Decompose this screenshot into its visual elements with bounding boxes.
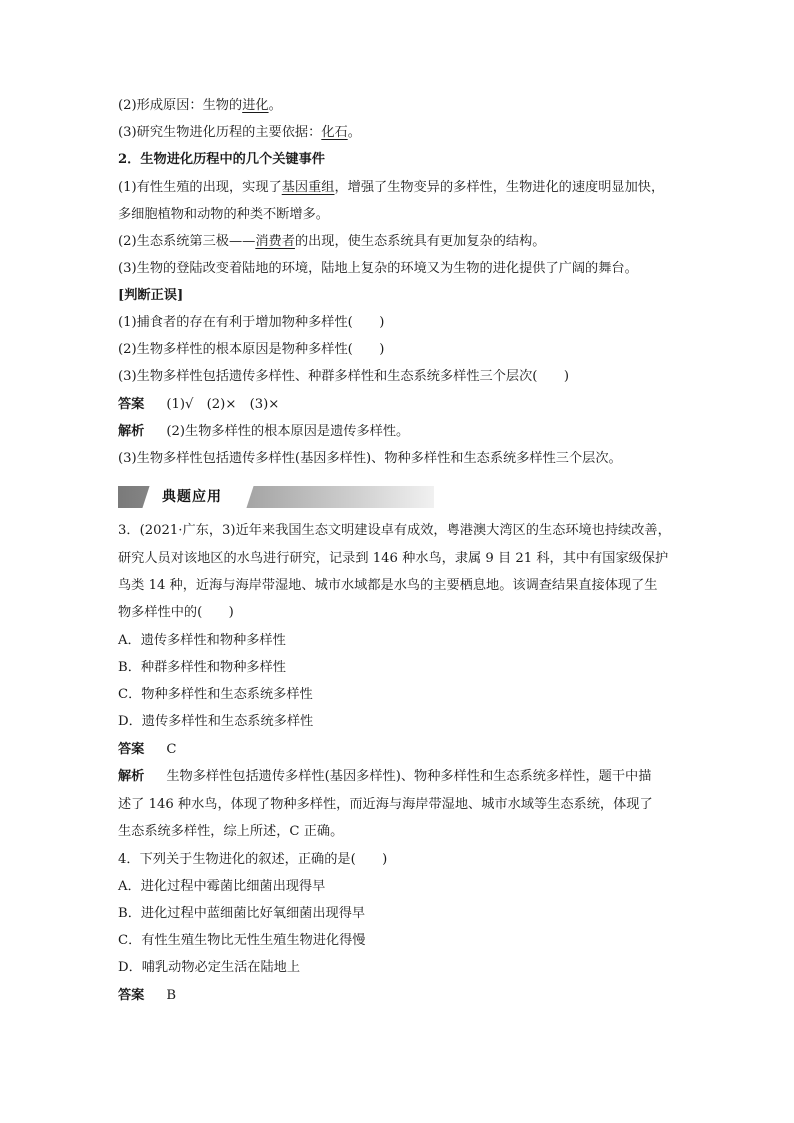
- text: 的出现，使生态系统具有更加复杂的结构。: [294, 234, 546, 249]
- option-a: A．进化过程中霉菌比细菌出现得早: [118, 879, 326, 894]
- option-c: C．有性生殖生物比无性生殖生物进化得慢: [118, 933, 366, 948]
- judge-question: (1)捕食者的存在有利于增加物种多样性( ): [118, 315, 385, 330]
- judge-answer: [118, 395, 279, 415]
- question-stem: 3．(2021·广东，3)近年来我国生态文明建设卓有成效，粤港澳大湾区的生态环境也持续改善，: [118, 523, 671, 538]
- answer-text: C: [166, 742, 177, 757]
- paragraph-line: (3)生物的登陆改变着陆地的环境，陆地上复杂的环境又为生物的进化提供了广阔的舞台。: [118, 261, 638, 276]
- analysis-label: 解析: [118, 769, 145, 784]
- evidence-line: [118, 123, 361, 143]
- paragraph-line: 多细胞植物和动物的种类不断增多。: [118, 207, 329, 222]
- question-analysis: [118, 767, 651, 787]
- question-answer: [118, 986, 176, 1006]
- answer-label: 答案: [118, 988, 145, 1003]
- formation-cause-line: [118, 96, 282, 116]
- paragraph-line: [118, 232, 546, 252]
- option-b: B．进化过程中蓝细菌比好氧细菌出现得早: [118, 906, 366, 921]
- fill-answer: 进化: [242, 98, 269, 113]
- text: (2)形成原因：生物的: [118, 98, 243, 113]
- option-b: B．种群多样性和物种多样性: [118, 660, 286, 675]
- answer-text: (1)√ (2)× (3)×: [166, 397, 280, 412]
- fill-answer: 化石: [321, 125, 348, 140]
- option-d: D．哺乳动物必定生活在陆地上: [118, 960, 301, 975]
- banner-title: 典题应用: [162, 489, 222, 505]
- analysis-text: (2)生物多样性的根本原因是遗传多样性。: [166, 424, 410, 439]
- section-heading: 2．生物进化历程中的几个关键事件: [118, 152, 325, 167]
- option-d: D．遗传多样性和生态系统多样性: [118, 714, 314, 729]
- text: ，增强了生物变异的多样性，生物进化的速度明显加快，: [334, 180, 665, 195]
- analysis-line: 述了 146 种水鸟，体现了物种多样性，而近海与海岸带湿地、城市水域等生态系统，体现了: [118, 797, 653, 812]
- answer-label: 答案: [118, 397, 145, 412]
- answer-text: B: [166, 988, 177, 1003]
- paragraph-line: [118, 178, 664, 198]
- fill-answer: 基因重组: [281, 180, 335, 195]
- text: (2)生态系统第三极——: [118, 234, 256, 249]
- judge-question: (2)生物多样性的根本原因是物种多样性( ): [118, 342, 385, 357]
- judge-analysis: [118, 422, 409, 442]
- answer-label: 答案: [118, 742, 145, 757]
- text: 。: [347, 125, 361, 140]
- text: (1)有性生殖的出现，实现了: [118, 180, 282, 195]
- judge-question: (3)生物多样性包括遗传多样性、种群多样性和生态系统多样性三个层次( ): [118, 369, 569, 384]
- option-c: C．物种多样性和生态系统多样性: [118, 687, 313, 702]
- question-stem: 鸟类 14 种，近海与海岸带湿地、城市水域都是水鸟的主要栖息地。该调查结果直接体现了生: [118, 578, 658, 593]
- analysis-label: 解析: [118, 424, 145, 439]
- question-answer: [118, 740, 176, 760]
- option-a: A．遗传多样性和物种多样性: [118, 633, 286, 648]
- text: 。: [268, 98, 282, 113]
- analysis-line: 生态系统多样性，综上所述，C 正确。: [118, 824, 344, 839]
- analysis-text: 生物多样性包括遗传多样性(基因多样性)、物种多样性和生态系统多样性，题干中描: [166, 769, 652, 784]
- text: (3)研究生物进化历程的主要依据：: [118, 125, 322, 140]
- judge-analysis-line: (3)生物多样性包括遗传多样性(基因多样性)、物种多样性和生态系统多样性三个层次。: [118, 451, 622, 466]
- fill-answer: 消费者: [255, 234, 295, 249]
- judge-title: [判断正误]: [118, 288, 184, 303]
- question-stem: 研究人员对该地区的水鸟进行研究，记录到 146 种水鸟，隶属 9 目 21 科，其中有国家级保护: [118, 551, 669, 566]
- section-banner: [118, 486, 434, 508]
- question-stem: 物多样性中的( ): [118, 605, 234, 620]
- question-stem: 4．下列关于生物进化的叙述，正确的是( ): [118, 852, 388, 867]
